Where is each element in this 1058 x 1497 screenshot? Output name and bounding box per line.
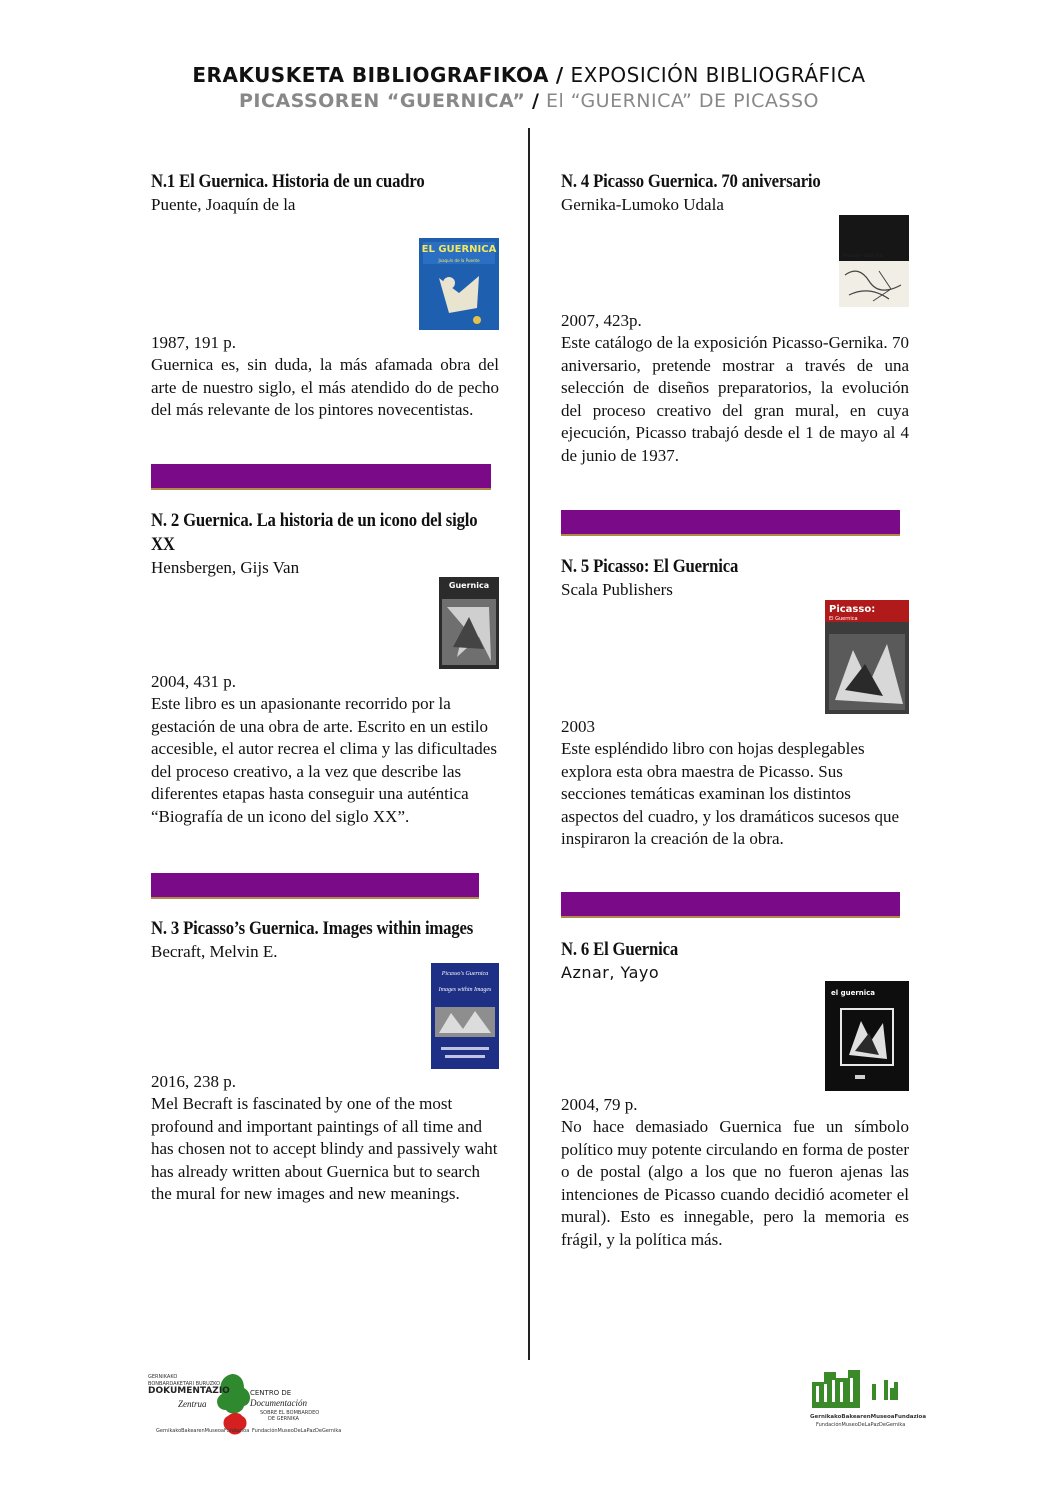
book-title: N. 3 Picasso’s Guernica. Images within images xyxy=(151,918,474,939)
book-author: Puente, Joaquín de la xyxy=(151,195,296,214)
header-basque-title: ERAKUSKETA BIBLIOGRAFIKOA xyxy=(192,63,549,87)
separator-bar xyxy=(561,510,900,536)
book-title: N. 5 Picasso: El Guernica xyxy=(561,556,739,577)
book-entry-6 xyxy=(561,938,909,1278)
separator-bar xyxy=(151,464,491,490)
book-author: Aznar, Yayo xyxy=(561,963,660,982)
header-line-1 xyxy=(0,62,1058,88)
cover-illustration xyxy=(839,215,909,307)
cover-illustration xyxy=(825,981,909,1091)
footer-left-text-3: DOKUMENTAZIO xyxy=(148,1386,230,1396)
book-title: N. 2 Guernica. La historia de un icono del siglo XX xyxy=(151,510,478,555)
footer-left-text-1: GERNIKAKO xyxy=(148,1374,178,1380)
book-description: Mel Becraft is fascinated by one of the most profound and important paintings of all time and has chosen not to accept blindy and passively waht has already written about Guernica but to search the mural for new images and new meanings. xyxy=(151,1094,498,1203)
header-spanish-subtitle: El “GUERNICA” DE PICASSO xyxy=(545,90,819,112)
footer-left-text-5: CENTRO DE xyxy=(250,1389,292,1397)
book-entry-1 xyxy=(151,170,499,460)
book-author: Gernika-Lumoko Udala xyxy=(561,195,724,214)
cover-title: el guernica xyxy=(831,989,876,997)
book-entry-4 xyxy=(561,170,909,500)
book-year-pages: 2003 xyxy=(561,717,595,736)
separator-bar xyxy=(151,873,479,899)
book-year-pages: 1987, 191 p. xyxy=(151,333,236,352)
book-author: Scala Publishers xyxy=(561,580,673,599)
footer-left-text-9: GernikakoBakearenMuseoaFundazioa xyxy=(156,1428,250,1434)
separator-bar xyxy=(561,892,900,918)
book-year-pages: 2016, 238 p. xyxy=(151,1072,236,1091)
book-cover-image xyxy=(439,577,499,669)
book-year-pages: 2004, 431 p. xyxy=(151,672,236,691)
cover-illustration xyxy=(439,577,499,669)
book-year-pages: 2004, 79 p. xyxy=(561,1095,638,1114)
book-cover-image xyxy=(825,981,909,1091)
column-divider xyxy=(528,128,530,1360)
cover-title: Guernica xyxy=(448,581,490,590)
footer-left-text-4: Zentrua xyxy=(178,1399,207,1409)
header-line-2 xyxy=(0,88,1058,114)
cover-title: Picasso-Gernika xyxy=(843,253,883,259)
book-cover-image xyxy=(825,600,909,714)
cover-title: Picasso: xyxy=(829,604,876,615)
footer-left-text-7: SOBRE EL BOMBARDEO xyxy=(260,1410,320,1416)
footer-left-text-8: DE GERNIKA xyxy=(268,1416,299,1422)
documentation-center-logo xyxy=(148,1372,348,1438)
header-slash: / xyxy=(555,63,564,87)
book-title: N. 4 Picasso Guernica. 70 aniversario xyxy=(561,171,821,192)
book-year-pages: 2007, 423p. xyxy=(561,311,642,330)
book-description: Este espléndido libro con hojas desplegables explora esta obra maestra de Picasso. Sus secciones temáticas examinan los distintos aspectos del cuadro, y los dramáticos sucesos que inspiraron la creación de la obra. xyxy=(561,739,900,848)
header-basque-subtitle: PICASSOREN “GUERNICA” xyxy=(239,90,526,112)
cover-illustration xyxy=(431,963,499,1069)
book-description: No hace demasiado Guernica fue un símbolo político muy potente circulando en forma de poster o de postal (algo a los que no fueron ajenas las intenciones de Picasso cuando decidió acometer el mural). Esto es innegable, pero la memoria es frágil, y la política más. xyxy=(561,1117,909,1249)
footer-left-text-10: FundaciónMuseoDeLaPazDeGernika xyxy=(252,1428,342,1434)
book-title: N.1 El Guernica. Historia de un cuadro xyxy=(151,171,425,192)
book-description: Este libro es un apasionante recorrido por la gestación de una obra de arte. Escrito en un estilo accesible, el autor recrea el clima y las dificultades del proceso creativo, a la vez que describe las diferentes etapas hasta conseguir una auténtica “Biografía de un icono del siglo XX”. xyxy=(151,694,497,826)
cover-subtitle: Joaquín de la Puente xyxy=(438,258,480,263)
peace-museum-logo xyxy=(810,1368,927,1438)
book-title: N. 6 El Guernica xyxy=(561,939,679,960)
book-author: Becraft, Melvin E. xyxy=(151,942,278,961)
footer-left-text-6: Documentación xyxy=(250,1398,307,1408)
footer-right-text-1: GernikakoBakearenMuseoaFundazioa xyxy=(810,1414,927,1420)
book-entry-3 xyxy=(151,917,499,1237)
header-spanish-title: EXPOSICIÓN BIBLIOGRÁFICA xyxy=(570,63,866,87)
footer-right-text-2: FundaciónMuseoDeLaPazDeGernika xyxy=(816,1422,906,1428)
book-entry-2 xyxy=(151,509,499,869)
book-cover-image xyxy=(419,238,499,330)
cover-title: EL GUERNICA xyxy=(421,244,497,255)
book-cover-image xyxy=(839,215,909,307)
book-cover-image xyxy=(431,963,499,1069)
cover-title: Picasso's Guernica xyxy=(441,971,489,977)
cover-subtitle: El Guernica xyxy=(829,616,858,622)
book-entry-5 xyxy=(561,555,909,875)
header-slash-2: / xyxy=(531,90,540,112)
book-description: Este catálogo de la exposición Picasso-Gernika. 70 aniversario, pretende mostrar a través de una selección de diseños preparatorios, la evolución del proceso creativo del gran mural, en cuya ejecución, Picasso trabajó desde el 1 de mayo al 4 de junio de 1937. xyxy=(561,333,909,465)
book-author: Hensbergen, Gijs Van xyxy=(151,558,300,577)
page-header xyxy=(0,62,1058,114)
cover-subtitle: Images within Images xyxy=(438,987,492,993)
book-description: Guernica es, sin duda, la más afamada obra del arte de nuestro siglo, el más atendido do de pecho del más relevante de los pintores novecentistas. xyxy=(151,355,499,419)
footer-left-text-2: BONBARDAKETARI BURUZKO xyxy=(148,1381,221,1387)
